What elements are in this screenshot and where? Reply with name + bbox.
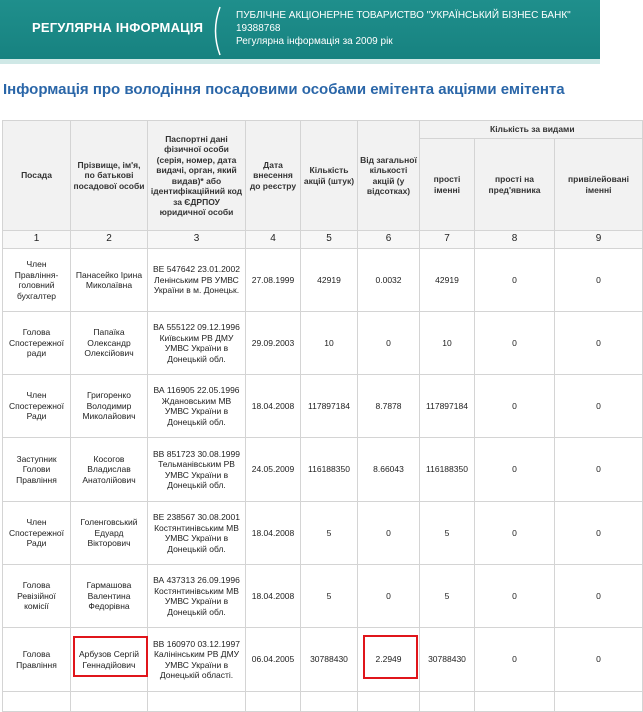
cell-simple-named: 5 [420, 565, 475, 628]
column-number: 7 [420, 231, 475, 249]
cell-name: Панасейко Ірина Миколаївна [71, 249, 148, 312]
cell-preferred-named: 0 [555, 375, 643, 438]
cell-qty: 5 [301, 502, 358, 565]
cell-percent: 0 [358, 502, 420, 565]
cell-percent: 2.2949 [375, 654, 402, 665]
cell-position: Голова Ревізійної комісії [3, 565, 71, 628]
header-date: Дата внесення до реєстру [246, 121, 301, 231]
cell-name: Голенговський Едуард Вікторович [71, 502, 148, 565]
cell-position: Член Спостережної Ради [3, 375, 71, 438]
name-highlight-wrap [73, 649, 145, 670]
cell-passport: ВА 437313 26.09.1996 Костянтинівським МВ УМВС України в Донецькій обл. [148, 565, 246, 628]
table-row [3, 502, 643, 565]
table-row [3, 438, 643, 502]
column-number: 9 [555, 231, 643, 249]
header-name: Прізвище, ім'я, по батькові посадової особи [71, 121, 148, 231]
cell-position: Член Спостережної Ради [3, 502, 71, 565]
cell-percent: 8.7878 [358, 375, 420, 438]
cell-simple-bearer: 0 [475, 312, 555, 375]
cell-date: 18.04.2008 [246, 375, 301, 438]
cell-name: Гармашова Валентина Федорівна [71, 565, 148, 628]
table-row [3, 628, 643, 692]
header-preferred-named: привілейовані іменні [555, 139, 643, 231]
cell-name: Григоренко Володимир Миколайович [71, 375, 148, 438]
cell-passport: ВЕ 547642 23.01.2002 Ленінським РВ УМВС України в м. Донецьк. [148, 249, 246, 312]
cell-preferred-named: 0 [555, 628, 643, 692]
header-title: РЕГУЛЯРНА ІНФОРМАЦІЯ [32, 20, 204, 35]
cell-date: 29.09.2003 [246, 312, 301, 375]
cell-qty: 117897184 [301, 375, 358, 438]
cell-simple-bearer: 0 [475, 438, 555, 502]
column-number: 8 [475, 231, 555, 249]
cell-percent: 0 [358, 312, 420, 375]
cell-passport: ВЕ 238567 30.08.2001 Костянтинівським МВ УМВС України в Донецькій обл. [148, 502, 246, 565]
cell-preferred-named: 0 [555, 249, 643, 312]
header-company-info [236, 9, 571, 48]
column-number: 6 [358, 231, 420, 249]
header-percent: Від загальної кількості акцій (у відсотках) [358, 121, 420, 231]
cell-passport: ВА 116905 22.05.1996 Ждановським МВ УМВС України в Донецькій обл. [148, 375, 246, 438]
table-row [3, 565, 643, 628]
cell-simple-named: 116188350 [420, 438, 475, 502]
column-number: 4 [246, 231, 301, 249]
cell-name: Косогов Владислав Анатолійович [71, 438, 148, 502]
cell-simple-bearer: 0 [475, 628, 555, 692]
cell-preferred-named: 0 [555, 565, 643, 628]
page-header [0, 0, 600, 64]
cell-position: Заступник Голови Правління [3, 438, 71, 502]
ownership-table [2, 120, 643, 712]
page-title: Інформація про володіння посадовими особами емітента акціями емітента [3, 81, 565, 98]
cell-preferred-named: 0 [555, 312, 643, 375]
cell-preferred-named: 0 [555, 438, 643, 502]
cell-position: Голова Спостережної ради [3, 312, 71, 375]
header-simple-named: прості іменні [420, 139, 475, 231]
header-passport: Паспортні дані фізичної особи (серія, номер, дата видачі, орган, який видав)* або ідентифікаційний код за ЄДРПОУ юридичної особи [148, 121, 246, 231]
cell-simple-bearer: 0 [475, 502, 555, 565]
column-number-row [3, 231, 643, 249]
cell-preferred-named: 0 [555, 502, 643, 565]
table-row [3, 249, 643, 312]
cell-name-highlighted [71, 628, 148, 692]
company-name: ПУБЛІЧНЕ АКЦІОНЕРНЕ ТОВАРИСТВО "УКРАЇНСЬКИЙ БІЗНЕС БАНК" [236, 10, 571, 21]
column-number: 5 [301, 231, 358, 249]
table-row [3, 312, 643, 375]
cell-passport: ВА 555122 09.12.1996 Київським РВ ДМУ УМВС України в Донецькій обл. [148, 312, 246, 375]
header-qty: Кількість акцій (штук) [301, 121, 358, 231]
cell-simple-named: 117897184 [420, 375, 475, 438]
cell-position: Член Правління- головний бухгалтер [3, 249, 71, 312]
cell-passport: ВВ 851723 30.08.1999 Тельманівським РВ УМВС України в Донецькій обл. [148, 438, 246, 502]
cell-date: 27.08.1999 [246, 249, 301, 312]
cell-percent-highlighted [358, 628, 420, 692]
column-number: 2 [71, 231, 148, 249]
cell-date: 18.04.2008 [246, 565, 301, 628]
column-number: 3 [148, 231, 246, 249]
cell-qty: 30788430 [301, 628, 358, 692]
cell-qty: 42919 [301, 249, 358, 312]
cell-simple-named: 42919 [420, 249, 475, 312]
cell-date: 18.04.2008 [246, 502, 301, 565]
cell-simple-bearer: 0 [475, 249, 555, 312]
cell-percent: 8.66043 [358, 438, 420, 502]
cell-simple-bearer: 0 [475, 375, 555, 438]
cell-name: Арбузов Сергій Геннадійович [78, 649, 140, 670]
header-simple-bearer: прості на пред'явника [475, 139, 555, 231]
table-row-partial [3, 692, 643, 712]
table-row [3, 375, 643, 438]
cell-qty: 116188350 [301, 438, 358, 502]
cell-simple-named: 10 [420, 312, 475, 375]
cell-percent: 0.0032 [358, 249, 420, 312]
header-position: Посада [3, 121, 71, 231]
cell-simple-named: 30788430 [420, 628, 475, 692]
column-number: 1 [3, 231, 71, 249]
cell-qty: 10 [301, 312, 358, 375]
cell-name: Папаїка Олександр Олексійович [71, 312, 148, 375]
cell-simple-bearer: 0 [475, 565, 555, 628]
cell-simple-named: 5 [420, 502, 475, 565]
cell-qty: 5 [301, 565, 358, 628]
cell-position: Голова Правління [3, 628, 71, 692]
company-code: 19388768 [236, 23, 281, 34]
swoosh-divider-icon [210, 6, 224, 56]
report-subtitle: Регулярна інформація за 2009 рік [236, 36, 393, 47]
cell-date: 06.04.2005 [246, 628, 301, 692]
cell-percent: 0 [358, 565, 420, 628]
cell-date: 24.05.2009 [246, 438, 301, 502]
cell-passport: ВВ 160970 03.12.1997 Калінінським РВ ДМУ УМВС України в Донецькій області. [148, 628, 246, 692]
header-by-type: Кількість за видами [420, 121, 643, 139]
